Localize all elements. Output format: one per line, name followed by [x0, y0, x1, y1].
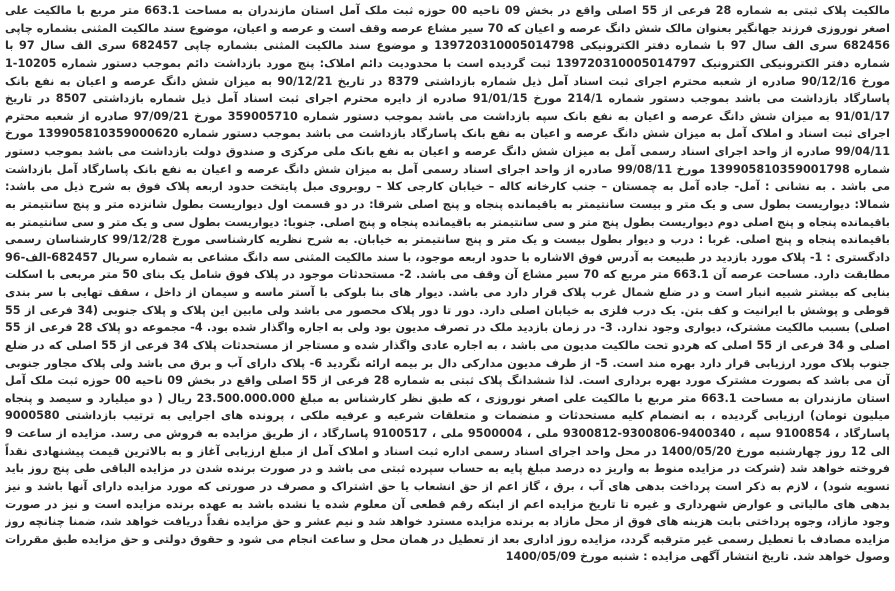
auction-notice	[5, 2, 890, 588]
notice-body: مالکیت پلاک ثبتی به شماره 28 فرعی از 55 اصلی واقع در بخش 09 ناحیه 00 حوزه ثبت ملک آمل استان مازندران به مساحت 663.1 متر مربع با مالکیت علی اصغر نوروزی فرزند جهانگیر بعنوان مالک شش دانگ عرصه و اعیان که 70 سیر مشاع عرصه وقف است و عرصه و اعیان، موضوع سند مالکیت المثنی بشماره چاپی 682456 سری الف سال 97 با شماره دفتر الکترونیکی 139720310005014798 و موضوع سند مالکیت المثنی بشماره چاپی 682457 سری الف سال 97 با شماره دفتر الکترونیکی الکترونیک 139720310005014797 ثبت گردیده است با محدودیت دائم املاک: پنج مورد بازداشت دائم بموجب دستور شماره 10205-1 مورخ 90/12/16 صادره از شعبه محترم اجرای ثبت اسناد آمل ذیل شماره بازداشتی 8379 در تاریخ 90/12/21 به میزان شش دانگ عرصه و اعیان به نفع بانک پاسارگاد بازداشت می باشد بموجب دستور شماره 214/1 مورخ 91/01/15 صادره از دایره محترم اجرای ثبت اسناد آمل ذیل شماره بازداشتی 8507 در تاریخ 91/01/17 به میزان شش دانگ عرصه و اعیان به نفع بانک سپه بازداشت می باشد بموجب دستور شماره 359005710 مورخ 97/09/21 صادره از شعبه محترم اجرای ثبت اسناد و املاک آمل به میزان شش دانگ عرصه و اعیان به نفع بانک پاسارگاد بازداشت می باشد بموجب دستور شماره 139905810359000620 مورخ 99/04/11 صادره از واحد اجرای اسناد رسمی آمل به میزان شش دانگ عرصه و اعیان به نفع بانک ملی مرکزی و صندوق دولت بازداشت می باشد بموجب دستور شماره 139905810359001798 مورخ 99/08/11 صادره از واحد اجرای اسناد رسمی آمل به میزان شش دانگ عرصه و اعیان به نفع بانک پاسارگاد آمل بازداشت می باشد . به نشانی : آمل- جاده آمل به چمستان – جنب کارخانه کاله – خیابان کارجی کلا – روبروی مبل پایتخت حدود اربعه پلاک فوق به شرح ذیل می باشد: شمالا: دیواریست بطول سی و یک متر و بیست سانتیمتر به باقیمانده پنجاه و پنج اصلی شرقا: در دو قسمت اول دیواریست بطول شانزده متر و پنج سانتیمتر به باقیمانده پنجاه و پنج اصلی دوم دیواریست بطول پنج متر و سی سانتیمتر به باقیمانده پنجاه و پنج اصلی. جنوبا: دیواریست بطول سی و یک متر و سی سانتیمتر به باقیمانده پنجاه و پنج اصلی. غربا : درب و دیوار بطول بیست و یک متر و پنج سانتیمتر به خیابان. به شرح نظریه کارشناسی مورخ 99/12/28 کارشناسان رسمی دادگستری : 1- پلاک مورد بازدید در طبیعت به آدرس فوق الاشاره با حدود اربعه موجود، با سند مالکیت المثنی سه دانگ مشاعی به شماره سریال 682457-الف-96 مطابقت دارد. مساحت عرصه آن 663.1 متر مربع که 70 سیر مشاع آن وقف می باشد. 2- مستحدثات موجود در پلاک فوق شامل یک بنای 50 متر مربعی با اسکلت بنایی که بیشتر شبیه انبار است و در ضلع شمال غرب پلاک قرار دارد می باشد. دیوار های بنا بلوکی با آستر ماسه و سیمان از داخل ، سقف تهایی با سر بندی قوطی و پوشش با ایرانیت و کف بتن. یک درب فلزی به خیابان اصلی دارد. دور تا دور پلاک محصور می باشد ولی مابین این پلاک و پلاک جنوبی (34 فرعی از 55 اصلی) بسبب مالکیت مشترک، دیواری وجود ندارد. 3- در زمان بازدید ملک در تصرف مدیون بود ولی به اجاره واگذار شده بود. 4- مجموعه دو پلاک 28 فرعی از 55 اصلی و 34 فرعی از 55 اصلی که هردو تحت مالکیت مدیون می باشد ، به اجاره عادی واگذار شده و مستاجر از مستحدثات پلاک 34 فرعی از 55 اصلی که در ضلع جنوب پلاک مورد ارزیابی قرار دارد بهره مند است. 5- از طرف مدیون مدارکی دال بر بیمه ارائه نگردید 6- پلاک دارای آب و برق می باشد ولی پلاک مجاور جنوبی آن می باشد که بصورت مشترک مورد بهره برداری است. لذا ششدانگ پلاک ثبتی به شماره 28 فرعی از 55 اصلی واقع در بخش 09 ناحیه 00 حوزه ثبت ملک آمل استان مازندران به مساحت 663.1 متر مربع با مالکیت علی اصغر نوروزی ، که طبق نظر کارشناس به مبلغ 23.500.000.000 ریال ( دو میلیارد و سیصد و پنجاه میلیون تومان) ارزیابی گردیده ، به انضمام کلیه مستحدثات و منضمات و متعلقات شرعیه و عرفیه ملکی ، پرونده های اجرایی به ترتیب بازداشتی 9000580 پاسارگاد ، 9100854 سپه ، 9400340-9300806-9300812 ملی ، 9500004 ملی ، 9100517 پاسارگاد ، از طریق مزایده به فروش می رسد. مزایده از ساعت 9 الی 12 روز چهارشنبه مورخ 1400/05/20 در محل واحد اجرای اسناد رسمی اداره ثبت اسناد و املاک آمل از مبلغ ارزیابی آغاز و به بالاترین قیمت پیشنهادی نقداً فروخته خواهد شد (شرکت در مزایده منوط به واریز ده درصد مبلغ پایه به حساب سپرده ثبتی می باشد و در صورت برنده شدن در مزایده الباقی طی پنج روز باید تسویه شود) ، لازم به ذکر است پرداخت بدهی های آب ، برق ، گاز اعم از حق انشعاب یا حق اشتراک و مصرف در صورتی که مورد مزایده دارای آنها باشد و نیز بدهی های مالیاتی و عوارض شهرداری و غیره تا تاریخ مزایده اعم از اینکه رقم قطعی آن معلوم شده یا نشده باشد به عهده برنده مزایده است و نیز در صورت وجود مازاد، وجوه پرداختی بابت هزینه های فوق از محل مازاد به برنده مزایده مسترد خواهد شد و نیم عشر و حق مزایده نقداً دریافت خواهد شد، ضمنا چنانچه روز مزایده مصادف با تعطیل رسمی غیر مترقبه گردد، مزایده روز اداری بعد از تعطیل در همان محل و ساعت انجام می شود و حقوق دولتی و حق مزایده طبق مقررات وصول خواهد شد. تاریخ انتشار آگهی مزایده : شنبه مورخ 1400/05/09	[5, 4, 890, 564]
